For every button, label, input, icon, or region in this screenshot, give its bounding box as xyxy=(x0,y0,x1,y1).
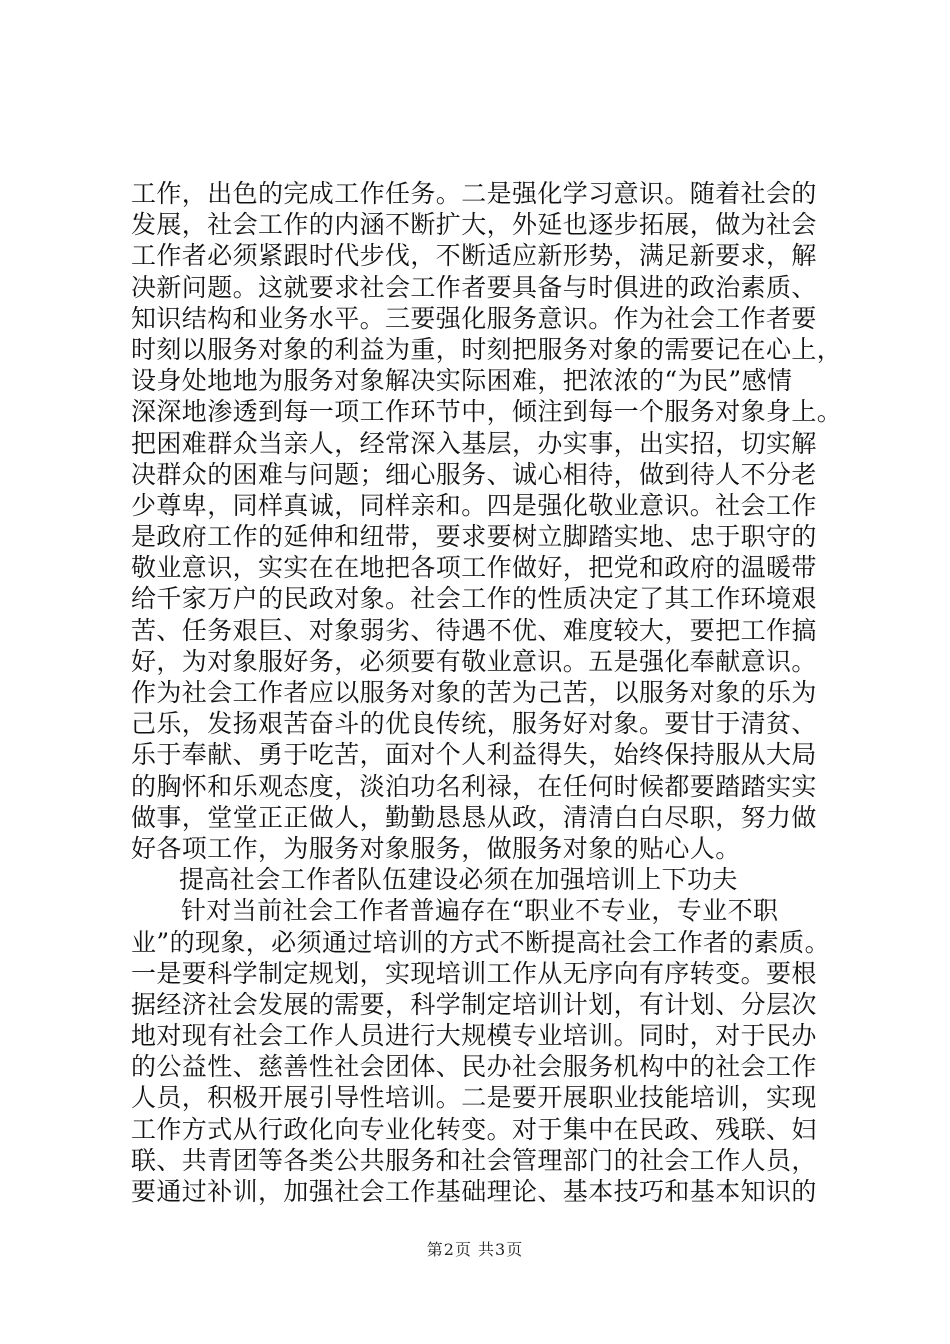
document-body xyxy=(131,178,843,1207)
text-line: 知识结构和业务水平。三要强化服务意识。作为社会工作者要 xyxy=(131,303,817,333)
text-line: 敬业意识，实实在在地把各项工作做好，把党和政府的温暖带 xyxy=(131,553,817,583)
paragraph-first-line: 针对当前社会工作者普遍存在“职业不专业，专业不职 xyxy=(181,896,779,926)
text-line: 据经济社会发展的需要，科学制定培训计划，有计划、分层次 xyxy=(131,989,817,1019)
text-line: 设身处地地为服务对象解决实际困难，把浓浓的“为民”感情 xyxy=(131,366,793,396)
text-line: 地对现有社会工作人员进行大规模专业培训。同时，对于民办 xyxy=(131,1021,817,1051)
text-line: 的公益性、慈善性社会团体、民办社会服务机构中的社会工作 xyxy=(131,1052,817,1082)
text-line: 工作，出色的完成工作任务。二是强化学习意识。随着社会的 xyxy=(131,179,817,208)
text-line: 己乐，发扬艰苦奋斗的优良传统，服务好对象。要甘于清贫、 xyxy=(131,709,817,739)
text-line: 深深地渗透到每一项工作环节中，倾注到每一个服务对象身上。 xyxy=(131,397,843,427)
text-line: 业”的现象，必须通过培训的方式不断提高社会工作者的素质。 xyxy=(131,927,830,957)
text-line: 把困难群众当亲人，经常深入基层，办实事，出实招，切实解 xyxy=(131,428,817,458)
text-line: 乐于奉献、勇于吃苦，面对个人利益得失，始终保持服从大局 xyxy=(131,740,817,770)
text-line: 时刻以服务对象的利益为重，时刻把服务对象的需要记在心上， xyxy=(131,334,843,364)
text-line: 作为社会工作者应以服务对象的苦为己苦，以服务对象的乐为 xyxy=(131,678,817,707)
text-line: 一是要科学制定规划，实现培训工作从无序向有序转变。要根 xyxy=(131,958,817,988)
text-line: 决群众的困难与问题；细心服务、诚心相待，做到待人不分老 xyxy=(131,459,817,489)
text-line: 要通过补训，加强社会工作基础理论、基本技巧和基本知识的 xyxy=(131,1177,817,1206)
text-line: 是政府工作的延伸和纽带，要求要树立脚踏实地、忠于职守的 xyxy=(131,522,817,552)
text-line: 决新问题。这就要求社会工作者要具备与时俱进的政治素质、 xyxy=(131,272,817,302)
text-line: 给千家万户的民政对象。社会工作的性质决定了其工作环境艰 xyxy=(131,584,817,614)
text-line: 的胸怀和乐观态度，淡泊功名利禄，在任何时候都要踏踏实实 xyxy=(131,771,817,801)
page-number-footer: 第2页 共3页 xyxy=(426,1240,524,1259)
text-line: 做事，堂堂正正做人，勤勤恳恳从政，清清白白尽职，努力做 xyxy=(131,802,817,832)
section-heading: 提高社会工作者队伍建设必须在加强培训上下功夫 xyxy=(179,865,738,895)
text-line: 发展，社会工作的内涵不断扩大，外延也逐步拓展，做为社会 xyxy=(131,210,817,240)
text-line: 工作方式从行政化向专业化转变。对于集中在民政、残联、妇 xyxy=(131,1114,817,1144)
text-line: 工作者必须紧跟时代步伐，不断适应新形势，满足新要求，解 xyxy=(131,241,817,271)
text-line: 好各项工作，为服务对象服务，做服务对象的贴心人。 xyxy=(131,833,741,863)
text-line: 少尊卑，同样真诚，同样亲和。四是强化敬业意识。社会工作 xyxy=(131,490,817,520)
text-line: 人员，积极开展引导性培训。二是要开展职业技能培训，实现 xyxy=(131,1083,817,1113)
text-line: 联、共青团等各类公共服务和社会管理部门的社会工作人员， xyxy=(131,1145,817,1175)
text-line: 苦、任务艰巨、对象弱劣、待遇不优、难度较大，要把工作搞 xyxy=(131,615,817,645)
text-line: 好，为对象服好务，必须要有敬业意识。五是强化奉献意识。 xyxy=(131,646,817,676)
